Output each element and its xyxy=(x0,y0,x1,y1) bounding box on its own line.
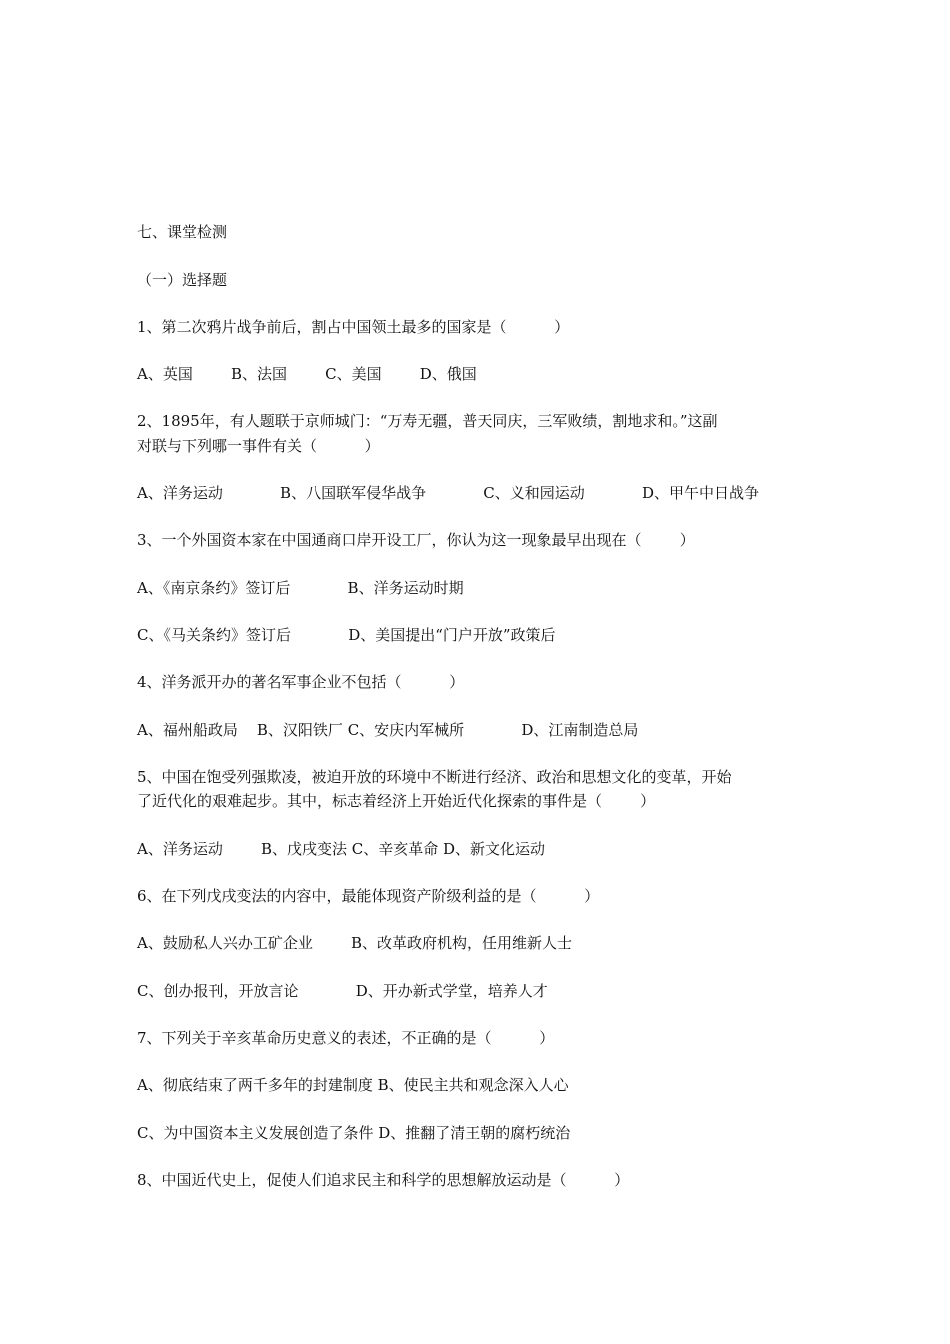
question-3-text: 3、一个外国资本家在中国通商口岸开设工厂，你认为这一现象最早出现在（ ） xyxy=(137,531,695,549)
question-4-options: A、福州船政局 B、汉阳铁厂 C、安庆内军械所 D、江南制造总局 xyxy=(137,721,639,739)
question-8-text: 8、中国近代史上，促使人们追求民主和科学的思想解放运动是（ ） xyxy=(137,1171,630,1189)
question-2-text-cont: 对联与下列哪一事件有关（ ） xyxy=(137,437,380,455)
question-1-options: A、英国 B、法国 C、美国 D、俄国 xyxy=(137,365,477,383)
question-3-options-ab: A、《南京条约》签订后 B、洋务运动时期 xyxy=(137,579,464,597)
question-6-options-cd: C、创办报刊，开放言论 D、开办新式学堂，培养人才 xyxy=(137,982,548,1000)
question-1-text: 1、第二次鸦片战争前后，割占中国领土最多的国家是（ ） xyxy=(137,318,570,336)
question-2-text: 2、1895年，有人题联于京师城门：“万寿无疆，普天同庆，三军败绩，割地求和。”这副 xyxy=(137,412,718,430)
section-title: 七、课堂检测 xyxy=(137,223,228,241)
question-5-text: 5、中国在饱受列强欺凌，被迫开放的环境中不断进行经济、政治和思想文化的变革，开始 xyxy=(137,768,732,786)
question-4-text: 4、洋务派开办的著名军事企业不包括（ ） xyxy=(137,673,465,691)
question-6-options-ab: A、鼓励私人兴办工矿企业 B、改革政府机构，任用维新人士 xyxy=(137,934,573,952)
question-7-text: 7、下列关于辛亥革命历史意义的表述，不正确的是（ ） xyxy=(137,1029,555,1047)
question-7-options-ab: A、彻底结束了两千多年的封建制度 B、使民主共和观念深入人心 xyxy=(137,1076,569,1094)
question-3-options-cd: C、《马关条约》签订后 D、美国提出“门户开放”政策后 xyxy=(137,626,556,644)
subsection-title: （一）选择题 xyxy=(137,271,228,289)
question-6-text: 6、在下列戊戌变法的内容中，最能体现资产阶级利益的是（ ） xyxy=(137,887,600,905)
question-5-text-cont: 了近代化的艰难起步。其中，标志着经济上开始近代化探索的事件是（ ） xyxy=(137,792,656,810)
question-2-options: A、洋务运动 B、八国联军侵华战争 C、义和园运动 D、甲午中日战争 xyxy=(137,484,760,502)
question-5-options: A、洋务运动 B、戊戌变法 C、辛亥革命 D、新文化运动 xyxy=(137,840,546,858)
question-7-options-cd: C、为中国资本主义发展创造了条件 D、推翻了清王朝的腐朽统治 xyxy=(137,1124,571,1142)
